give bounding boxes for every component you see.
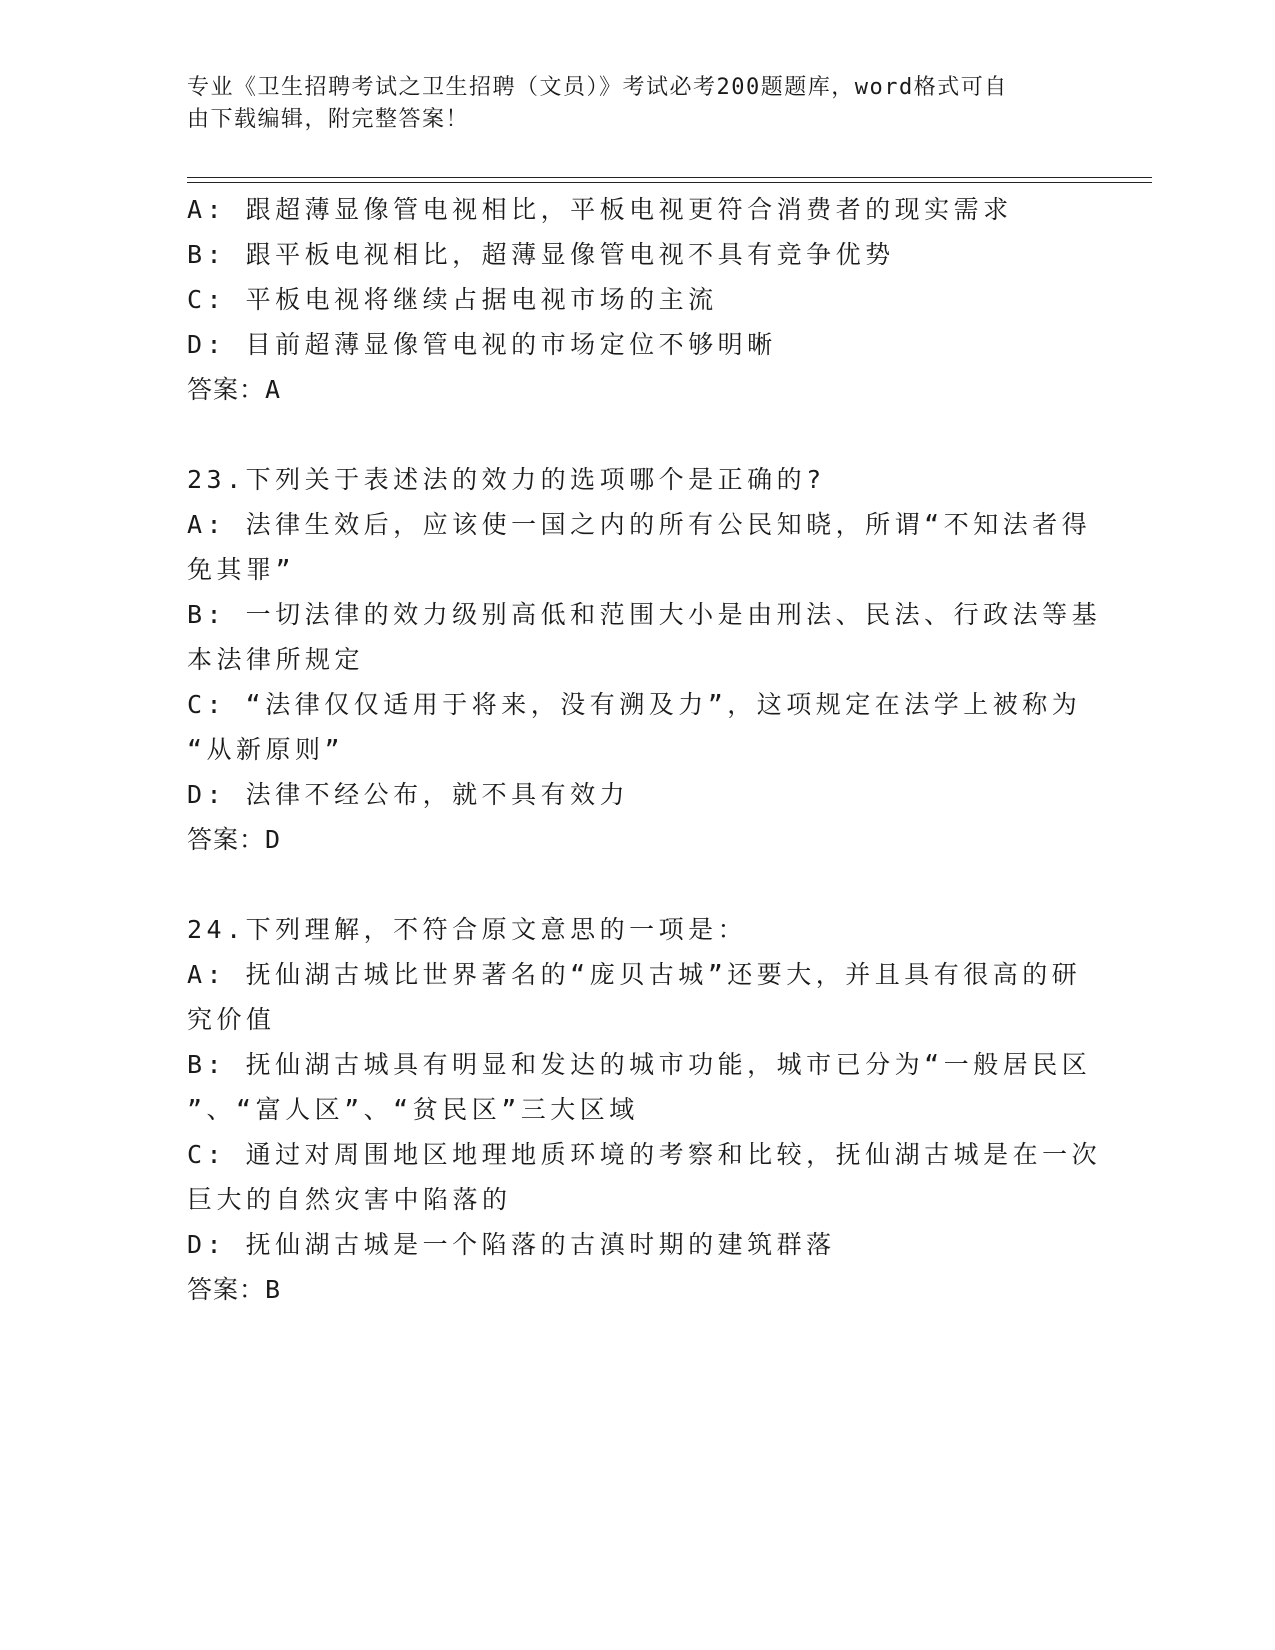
option-b-continued: ”、“富人区”、“贫民区”三大区域 (187, 1095, 639, 1124)
option-a: A: 跟超薄显像管电视相比，平板电视更符合消费者的现实需求 (187, 195, 1013, 224)
question-24-block (187, 907, 1102, 1312)
answer: 答案：A (187, 375, 282, 404)
option-b: B: 一切法律的效力级别高低和范围大小是由刑法、民法、行政法等基 (187, 600, 1102, 629)
option-b: B: 跟平板电视相比，超薄显像管电视不具有竞争优势 (187, 240, 895, 269)
option-d: D: 抚仙湖古城是一个陷落的古滇时期的建筑群落 (187, 1230, 836, 1259)
header-line-1: 专业《卫生招聘考试之卫生招聘（文员）》考试必考200题题库，word格式可自 (187, 75, 1008, 100)
question-spacer (187, 862, 1067, 907)
option-d: D: 法律不经公布，就不具有效力 (187, 780, 630, 809)
option-a-continued: 免其罪” (187, 555, 296, 584)
option-a: A: 抚仙湖古城比世界著名的“庞贝古城”还要大，并且具有很高的研 (187, 960, 1082, 989)
option-b: B: 抚仙湖古城具有明显和发达的城市功能，城市已分为“一般居民区 (187, 1050, 1092, 1079)
answer: 答案：B (187, 1275, 282, 1304)
header-line-2: 由下载编辑，附完整答案！ (187, 107, 470, 132)
option-d: D: 目前超薄显像管电视的市场定位不够明晰 (187, 330, 777, 359)
question-list (187, 187, 1102, 1312)
header-divider-top (187, 177, 1152, 178)
option-c: C: 平板电视将继续占据电视市场的主流 (187, 285, 718, 314)
answer: 答案：D (187, 825, 282, 854)
option-c-continued: 巨大的自然灾害中陷落的 (187, 1185, 512, 1214)
option-a-continued: 究价值 (187, 1005, 276, 1034)
question-spacer (187, 412, 1067, 457)
question-text: 23.下列关于表述法的效力的选项哪个是正确的? (187, 465, 826, 494)
option-b-continued: 本法律所规定 (187, 645, 365, 674)
option-c: C: 通过对周围地区地理地质环境的考察和比较，抚仙湖古城是在一次 (187, 1140, 1102, 1169)
option-c-continued: “从新原则” (187, 735, 345, 764)
option-a: A: 法律生效后，应该使一国之内的所有公民知晓，所谓“不知法者得 (187, 510, 1092, 539)
header-divider-bottom (187, 182, 1152, 183)
question-22-block (187, 187, 1067, 412)
document-header (187, 72, 1067, 136)
option-c: C: “法律仅仅适用于将来，没有溯及力”，这项规定在法学上被称为 (187, 690, 1082, 719)
question-text: 24.下列理解，不符合原文意思的一项是： (187, 915, 748, 944)
question-23-block (187, 457, 1102, 862)
